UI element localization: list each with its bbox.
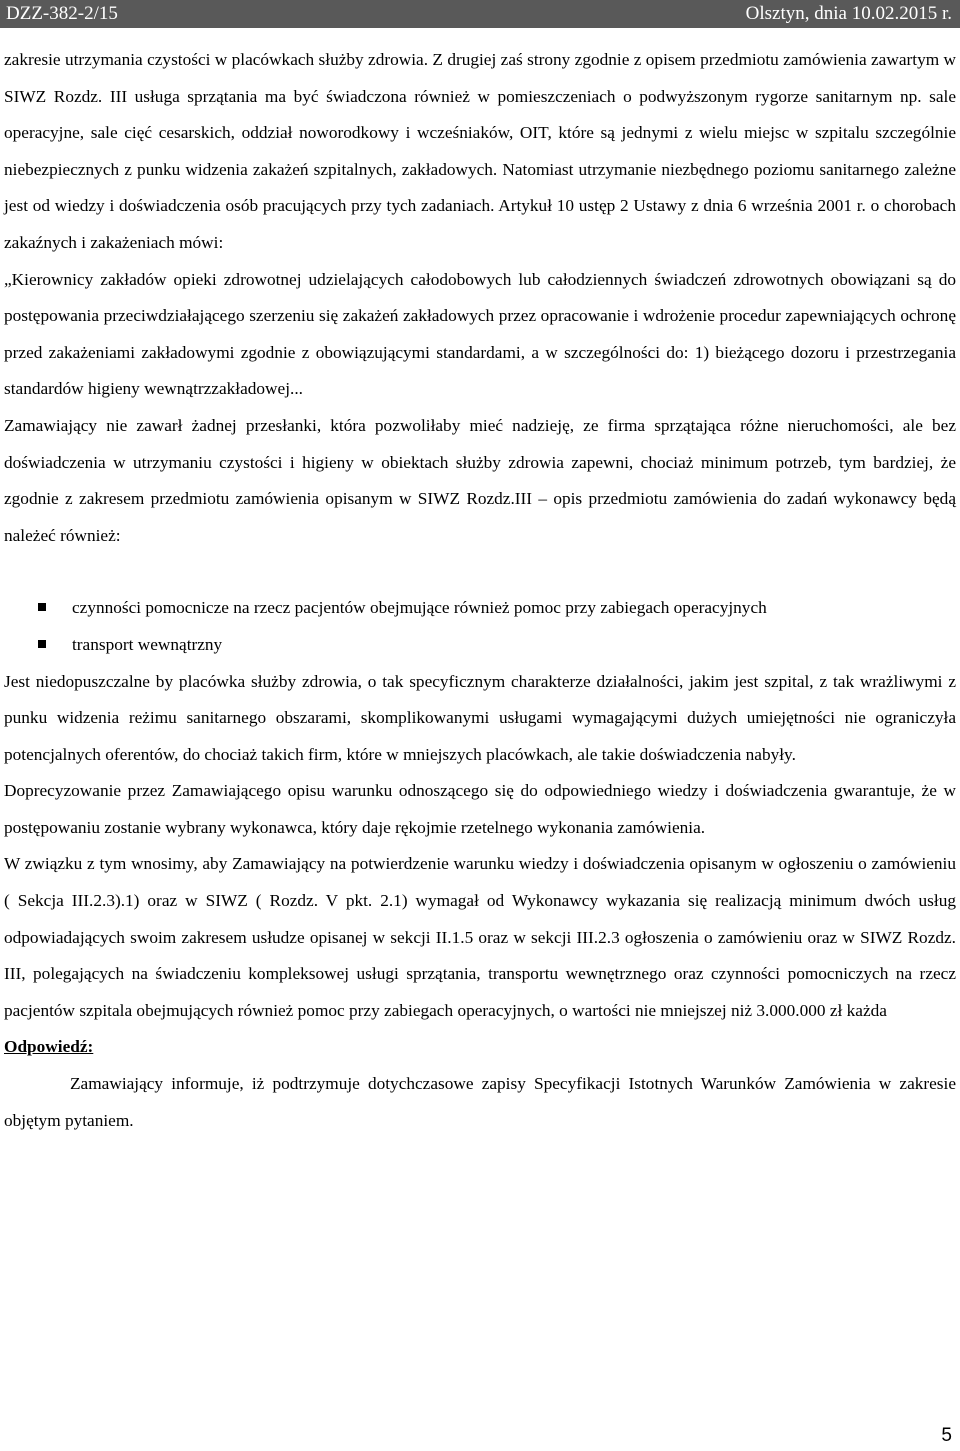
document-body [4,42,956,1139]
document-number: DZZ-382-2/15 [6,3,118,24]
paragraph-clarification: Doprecyzowanie przez Zamawiającego opisu warunku odnoszącego się do odpowiedniego wiedzy i doświadczenia gwarantuje, że w postępowaniu zostanie wybrany wykonawca, który daje rękojmie rzetelnego wykonania zamówienia. [4,781,956,837]
page-number: 5 [941,1425,952,1446]
list-item [4,627,956,664]
list-item [4,590,956,627]
header-bar [0,0,960,28]
paragraph-argument: Jest niedopuszczalne by placówka służby zdrowia, o tak specyficznym charakterze działalności, jakim jest szpital, z tak wrażliwymi z punku widzenia reżimu sanitarnego obszarami, skomplikowanymi usługami wymagającymi dużych umiejętności nie ograniczyła potencjalnych oferentów, do chociaż takich firm, które w mniejszych placówkach, ale takie doświadczenia nabyły. [4,671,956,764]
list-item-text: czynności pomocnicze na rzecz pacjentów obejmujące również pomoc przy zabiegach operacyjnych [72,598,767,618]
spacer [4,554,956,590]
bullet-list [4,590,956,663]
paragraph-requirements: Zamawiający nie zawarł żadnej przesłanki, która pozwoliłaby mieć nadzieję, ze firma sprzątająca różne nieruchomości, ale bez doświadczenia w utrzymaniu czystości i higieny w obiektach służby zdrowia zapewni, chociaż minimum potrzeb, tym bardziej, że zgodnie z zakresem przedmiotu zamówienia opisanym w SIWZ Rozdz.III – opis przedmiotu zamówienia do zadań wykonawcy będą należeć również: [4,415,956,545]
paragraph-intro: zakresie utrzymania czystości w placówkach służby zdrowia. Z drugiej zaś strony zgodnie z opisem przedmiotu zamówienia zawartym w SIWZ Rozdz. III usługa sprzątania ma być świadczona również w pomieszczeniach o podwyższonym rygorze sanitarnym np. sale operacyjne, sale cięć cesarskich, oddział noworodkowy i wcześniaków, OIT, które są jednymi z wielu miejsc w szpitalu szczególnie niebezpiecznych z punku widzenia zakażeń szpitalnych, zakładowych. Natomiast utrzymanie niezbędnego poziomu sanitarnego zależne jest od wiedzy i doświadczenia osób pracujących przy tych zadaniach. Artykuł 10 ustęp 2 Ustawy z dnia 6 września 2001 r. o chorobach zakaźnych i zakażeniach mówi: [4,50,956,252]
answer-heading: Odpowiedź: [4,1037,94,1057]
square-bullet-icon [38,603,46,611]
law-quote: „Kierownicy zakładów opieki zdrowotnej udzielających całodobowych lub całodziennych świadczeń zdrowotnych obowiązani są do postępowania przeciwdziałającego szerzeniu się zakażeń zakładowych przez opracowanie i wdrożenie procedur zapewniających ochronę przed zakażeniami zakładowymi zgodnie z obowiązującymi standardami, a w szczególności do: 1) bieżącego dozoru i przestrzegania standardów higieny wewnątrzzakładowej... [4,269,956,399]
paragraph-request: W związku z tym wnosimy, aby Zamawiający na potwierdzenie warunku wiedzy i doświadczenia opisanym w ogłoszeniu o zamówieniu ( Sekcja III.2.3).1) oraz w SIWZ ( Rozdz. V pkt. 2.1) wymagał od Wykonawcy wykazania się realizacją minimum dwóch usług odpowiadających swoim zakresem usłudze opisanej w sekcji II.1.5 oraz w sekcji III.2.3 ogłoszenia o zamówieniu oraz w SIWZ Rozdz. III, polegających na świadczeniu kompleksowej usługi sprzątania, transportu wewnętrznego oraz czynności pomocniczych na rzecz pacjentów szpitala obejmujących również pomoc przy zabiegach operacyjnych, o wartości nie mniejszej niż 3.000.000 zł każda [4,854,956,1020]
place-and-date: Olsztyn, dnia 10.02.2015 r. [745,3,952,24]
list-item-text: transport wewnątrzny [72,634,223,654]
answer-text: Zamawiający informuje, iż podtrzymuje dotychczasowe zapisy Specyfikacji Istotnych Warunków Zamówienia w zakresie objętym pytaniem. [4,1074,956,1130]
square-bullet-icon [38,640,46,648]
